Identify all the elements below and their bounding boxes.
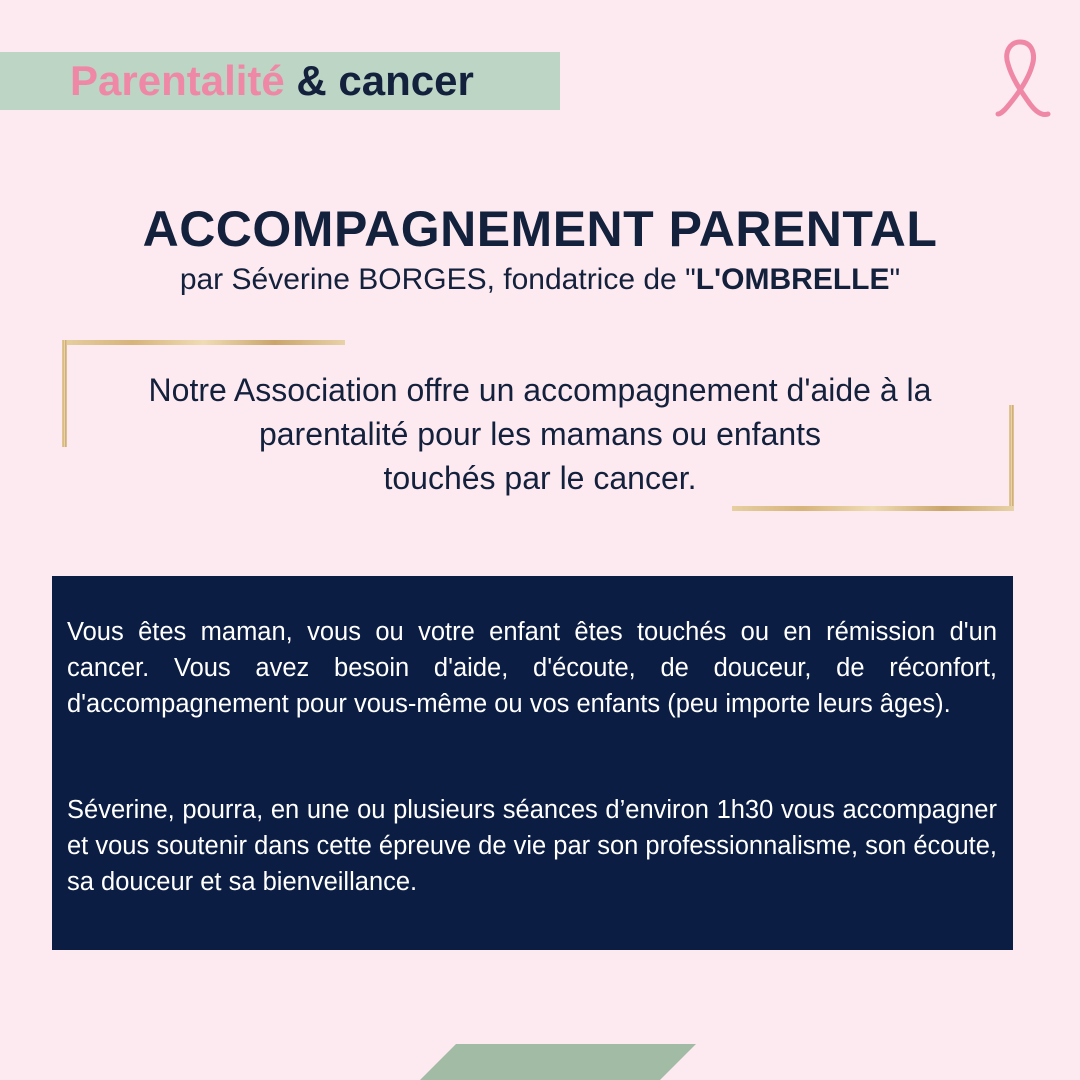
header-title [70,52,474,110]
page-subtitle [0,263,1080,297]
subtitle-prefix: par Séverine BORGES, fondatrice de " [179,263,696,296]
gold-frame-bottom [732,506,1014,511]
decorative-parallelogram [420,1044,700,1080]
intro-line-3: touchés par le cancer. [383,460,697,496]
gold-frame-left [62,340,67,447]
header-title-rest: & cancer [284,57,474,104]
header-title-highlight: Parentalité [70,57,285,104]
intro-line-1: Notre Association offre un accompagnement d'aide à la [148,372,932,408]
subtitle-suffix: " [889,263,901,296]
organization-name: L'OMBRELLE [695,263,890,296]
pink-ribbon-icon [990,38,1060,118]
info-paragraph-1: Vous êtes maman, vous ou votre enfant êtes touchés ou en rémission d'un cancer. Vous avez besoin d'aide, d'écoute, de douceur, de réconfort, d'accompagnement pour vous-même ou vos enfants (peu importe leurs âges). [67,618,997,718]
intro-text [70,368,1010,500]
info-paragraph-2: Séverine, pourra, en une ou plusieurs séances d’environ 1h30 vous accompagner et vous soutenir dans cette épreuve de vie par son professionnalisme, son écoute, sa douceur et sa bienveillance. [67,796,997,896]
page-title: ACCOMPAGNEMENT PARENTAL [142,201,938,257]
intro-line-2: parentalité pour les mamans ou enfants [258,416,822,452]
gold-frame-top [62,340,345,345]
